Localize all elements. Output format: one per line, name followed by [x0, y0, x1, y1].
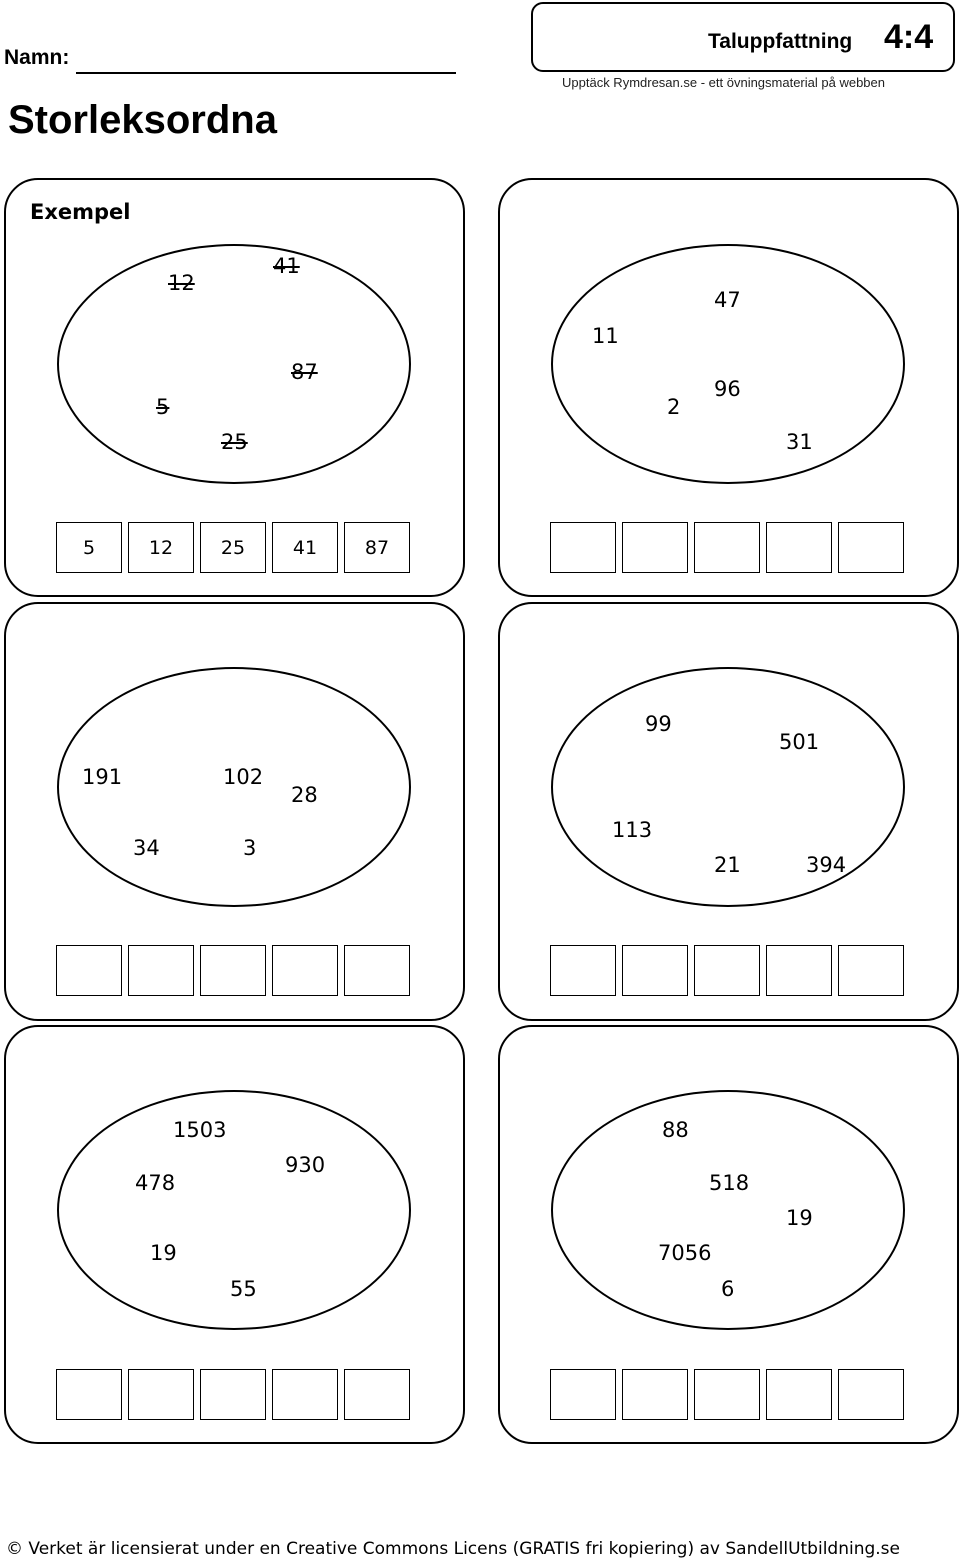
number-item: 19 [150, 1241, 177, 1265]
number-item: 21 [714, 853, 741, 877]
answer-box[interactable] [694, 522, 760, 573]
number-item: 55 [230, 1277, 257, 1301]
answer-box[interactable] [694, 945, 760, 996]
answer-box[interactable] [622, 1369, 688, 1420]
subtitle: Upptäck Rymdresan.se - ett övningsmaterial på webben [562, 75, 885, 90]
number-item: 102 [223, 765, 264, 789]
answer-box[interactable] [766, 1369, 832, 1420]
name-input-line[interactable] [76, 72, 456, 74]
number-item: 28 [291, 783, 318, 807]
name-label: Namn: [4, 46, 70, 69]
answer-box[interactable] [344, 945, 410, 996]
number-item: 113 [612, 818, 653, 842]
answer-box[interactable]: 12 [128, 522, 194, 573]
answer-box[interactable] [550, 945, 616, 996]
answer-box[interactable] [272, 945, 338, 996]
number-item: 394 [806, 853, 847, 877]
answer-box[interactable] [200, 1369, 266, 1420]
number-item: 3 [243, 836, 257, 860]
number-oval [551, 244, 905, 484]
answer-box[interactable] [622, 945, 688, 996]
number-item: 5 [156, 395, 170, 419]
answer-box[interactable] [838, 945, 904, 996]
number-item: 11 [592, 324, 619, 348]
number-item: 7056 [658, 1241, 712, 1265]
answer-box[interactable] [550, 522, 616, 573]
number-item: 99 [645, 712, 672, 736]
number-item: 2 [667, 395, 681, 419]
number-item: 31 [786, 430, 813, 454]
answer-box[interactable] [766, 945, 832, 996]
series-title: Taluppfattning [708, 30, 853, 53]
number-item: 88 [662, 1118, 689, 1142]
number-item: 34 [133, 836, 160, 860]
answer-box[interactable]: 25 [200, 522, 266, 573]
answer-box[interactable] [128, 1369, 194, 1420]
number-item: 19 [786, 1206, 813, 1230]
answer-box[interactable] [766, 522, 832, 573]
answer-box[interactable] [272, 1369, 338, 1420]
number-item: 87 [291, 360, 318, 384]
number-item: 96 [714, 377, 741, 401]
answer-box[interactable] [622, 522, 688, 573]
example-label: Exempel [30, 200, 131, 224]
number-item: 12 [168, 271, 195, 295]
number-item: 501 [779, 730, 820, 754]
answer-box[interactable] [200, 945, 266, 996]
answer-box[interactable] [56, 945, 122, 996]
answer-box[interactable] [838, 522, 904, 573]
number-item: 930 [285, 1153, 326, 1177]
worksheet-code: 4:4 [884, 18, 934, 56]
answer-box[interactable]: 41 [272, 522, 338, 573]
answer-box[interactable] [128, 945, 194, 996]
number-item: 6 [721, 1277, 735, 1301]
answer-box[interactable]: 5 [56, 522, 122, 573]
number-item: 41 [273, 254, 300, 278]
number-item: 191 [82, 765, 123, 789]
number-item: 1503 [173, 1118, 227, 1142]
number-item: 47 [714, 288, 741, 312]
number-item: 25 [221, 430, 248, 454]
answer-box[interactable]: 87 [344, 522, 410, 573]
answer-box[interactable] [694, 1369, 760, 1420]
answer-box[interactable] [56, 1369, 122, 1420]
answer-box[interactable] [344, 1369, 410, 1420]
number-item: 518 [709, 1171, 750, 1195]
answer-box[interactable] [550, 1369, 616, 1420]
page-title: Storleksordna [8, 98, 277, 142]
answer-box[interactable] [838, 1369, 904, 1420]
number-item: 478 [135, 1171, 176, 1195]
license-footer: © Verket är licensierat under en Creative Commons Licens (GRATIS fri kopiering) av SandellUtbildning.se [6, 1539, 900, 1559]
